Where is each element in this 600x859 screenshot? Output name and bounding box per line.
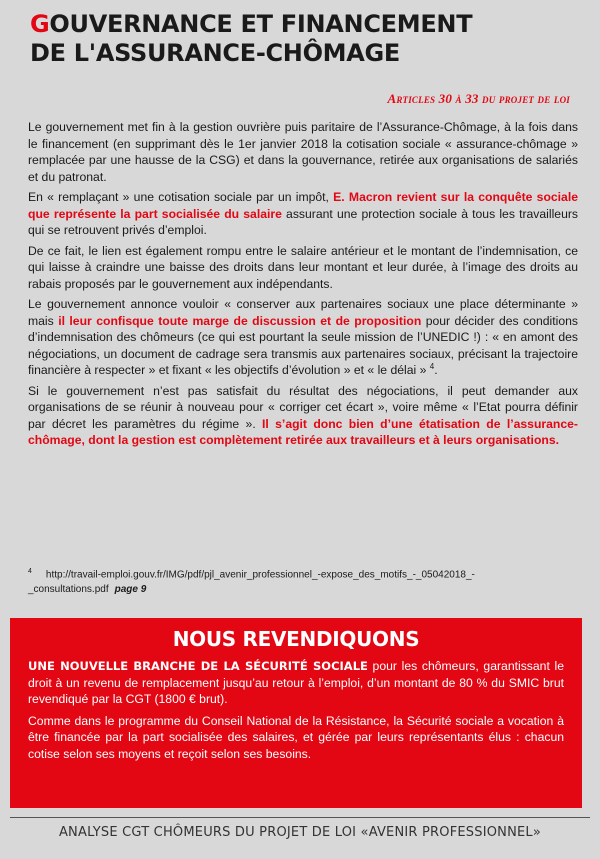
paragraph-4 — [28, 296, 578, 379]
paragraph-5-highlight: Il s’agit donc bien d’une étatisation de l’assurance-chômage, dont la gestion est complètement retirée aux travailleurs et à leurs organisations. — [28, 416, 578, 447]
title-line-1-text: OUVERNANCE ET FINANCEMENT — [49, 10, 473, 38]
paragraph-2-text-a: En « remplaçant » une cotisation sociale par un impôt, — [28, 190, 334, 204]
paragraph-1: Le gouvernement met fin à la gestion ouvrière puis paritaire de l’Assurance-Chômage, à la fois dans le financement (en supprimant dès le 1er janvier 2018 la cotisation sociale « assurance-chômage » remplacée par une hausse de la CSG) et dans la gouvernance, retirée aux organisations de salariés et du patronat. — [28, 120, 578, 184]
demands-paragraph-1-text: pour les chômeurs, garantissant le droit à un revenu de remplacement jusqu’au retour à l’emploi, d’un montant de 80 % du SMIC brut revendiqué par la CGT (1800 € brut). — [28, 659, 564, 706]
footnote-url[interactable]: http://travail-emploi.gouv.fr/IMG/pdf/pjl_avenir_professionnel_-expose_des_motifs_-_05042018_-_consultations.pdf — [28, 569, 475, 596]
paragraph-2-text-b: assurant une protection sociale à tous les travailleurs qui se retrouvent privés d’emploi. — [28, 206, 578, 237]
demands-panel — [10, 618, 582, 808]
page-title — [30, 10, 570, 68]
footer-divider — [10, 817, 590, 818]
footer-caption: ANALYSE CGT CHÔMEURS DU PROJET DE LOI «AVENIR PROFESSIONNEL» — [58, 825, 542, 840]
article-body — [28, 119, 578, 453]
paragraph-2 — [28, 189, 578, 239]
paragraph-5-text-a: Si le gouvernement n’est pas satisfait du résultat des négociations, il peut demander aux organisations de se réunir à nouveau pour « corriger cet écart », voire même « l’Etat pourra définir par décret les paramètres du régime ». — [28, 383, 578, 431]
title-initial: G — [30, 10, 50, 38]
paragraph-4-text-a: Le gouvernement annonce vouloir « conserver aux partenaires sociaux une place déterminante » mais — [28, 297, 578, 328]
footnote — [28, 564, 580, 597]
footnote-number: 4 — [28, 568, 32, 575]
title-line-1 — [30, 10, 570, 39]
paragraph-4-highlight: il leur confisque toute marge de discussion et de proposition — [58, 313, 422, 328]
footnote-reference: 4 — [429, 361, 435, 371]
demands-paragraph-2: Comme dans le programme du Conseil National de la Résistance, la Sécurité sociale a vocation à être financée par la part socialisée des salaires, et gérée par leurs représentants élus : chacun cotise selon ses moyens et reçoit selon ses besoins. — [28, 713, 564, 761]
paragraph-5 — [28, 383, 578, 449]
footnote-page: page 9 — [114, 584, 147, 596]
paragraph-4-text-c: . — [434, 363, 438, 377]
article-reference: Articles 30 à 33 du projet de loi — [387, 91, 570, 106]
demands-lead: UNE NOUVELLE BRANCHE DE LA SÉCURITÉ SOCIALE — [28, 659, 368, 673]
demands-heading: NOUS REVENDIQUONS — [172, 627, 420, 651]
demands-paragraph-1 — [28, 658, 564, 708]
paragraph-3: De ce fait, le lien est également rompu entre le salaire antérieur et le montant de l’indemnisation, ce qui laisse à craindre une baisse des droits dans leur montant et leur durée, à l’image des droits au rabais proposés par le gouvernement aux indépendants. — [28, 243, 578, 291]
paragraph-2-highlight: E. Macron revient sur la conquête sociale que représente la part socialisée du salaire — [28, 190, 578, 221]
title-line-2: DE L'ASSURANCE-CHÔMAGE — [30, 39, 401, 67]
paragraph-4-text-b: pour décider des conditions d’indemnisation des chômeurs (ce qui est pourtant la seule mission de l’UNEDIC !) : « en amont des négociations, un document de cadrage sera transmis aux partenaires sociaux, précisant la trajectoire financière à respecter » et fixant « les objectifs d’évolution » et « le délai » — [28, 313, 578, 377]
